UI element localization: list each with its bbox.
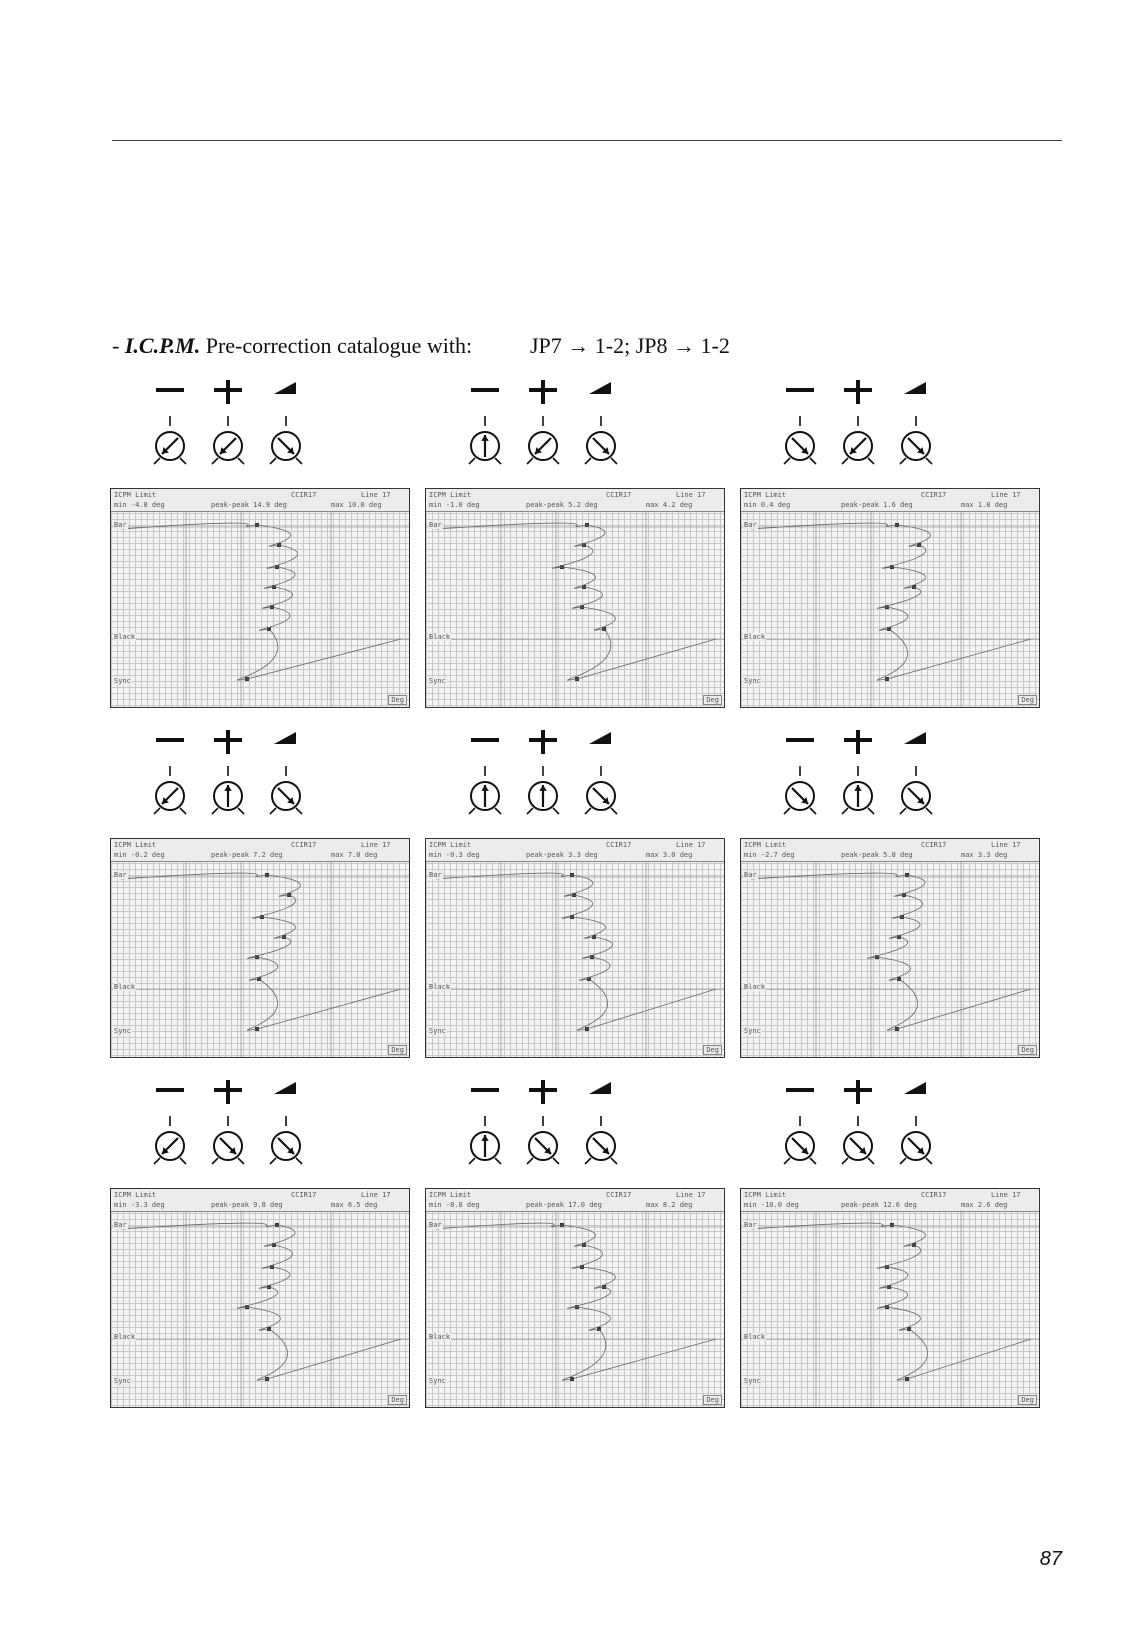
catalogue-panel (110, 1080, 410, 1404)
minus-icon (140, 1080, 200, 1188)
header-line: Line 17 (361, 841, 391, 849)
catalogue-heading (112, 333, 730, 359)
level-label-bottom: Sync (744, 1377, 761, 1385)
level-label-bottom: Sync (429, 1377, 446, 1385)
control-row (740, 380, 1040, 488)
screen-header (741, 489, 1039, 512)
icpm-screen (740, 488, 1040, 708)
catalogue-panel (740, 380, 1040, 704)
plus-icon (828, 380, 888, 488)
wedge-icon (886, 730, 946, 838)
level-label-bottom: Sync (429, 1027, 446, 1035)
control-row (425, 1080, 725, 1188)
header-ccir: CCIR17 (291, 491, 317, 499)
header-min: min -3.3 deg (114, 1201, 165, 1209)
header-max: max 10.0 deg (331, 501, 382, 509)
header-title: ICPM Limit (744, 1191, 787, 1199)
header-title: ICPM Limit (114, 1191, 157, 1199)
level-label-mid: Black (429, 983, 451, 991)
level-label-top: Bar (429, 871, 442, 879)
header-pp: peak-peak 9.8 deg (211, 1201, 283, 1209)
header-ccir: CCIR17 (291, 1191, 317, 1199)
control-row (425, 380, 725, 488)
header-ccir: CCIR17 (606, 1191, 632, 1199)
control-row (740, 1080, 1040, 1188)
screen-header (111, 839, 409, 862)
header-min: min -1.0 deg (429, 501, 480, 509)
minus-icon (455, 380, 515, 488)
unit-label: Deg (388, 1045, 407, 1055)
icpm-screen (110, 838, 410, 1058)
page-number: 87 (1039, 1548, 1062, 1570)
trace-line (436, 1223, 716, 1380)
level-label-mid: Black (114, 1333, 136, 1341)
trace-line (751, 523, 1031, 680)
header-pp: peak-peak 7.2 deg (211, 851, 283, 859)
header-pp: peak-peak 5.2 deg (526, 501, 598, 509)
level-label-bottom: Sync (114, 1377, 131, 1385)
header-max: max 7.0 deg (331, 851, 378, 859)
heading-text: Pre-correction catalogue with: (200, 333, 473, 358)
header-title: ICPM Limit (429, 491, 472, 499)
header-max: max 8.2 deg (646, 1201, 693, 1209)
level-label-mid: Black (744, 983, 766, 991)
plus-icon (513, 730, 573, 838)
header-min: min 0.4 deg (744, 501, 791, 509)
unit-label: Deg (1018, 1045, 1037, 1055)
screen-header (426, 839, 724, 862)
header-max: max 2.6 deg (961, 1201, 1008, 1209)
icpm-screen (425, 838, 725, 1058)
header-ccir: CCIR17 (291, 841, 317, 849)
minus-icon (455, 1080, 515, 1188)
minus-icon (770, 380, 830, 488)
header-line: Line 17 (361, 491, 391, 499)
icpm-screen (110, 488, 410, 708)
plus-icon (198, 380, 258, 488)
header-line: Line 17 (991, 491, 1021, 499)
trace-line (751, 873, 1031, 1030)
header-min: min -10.0 deg (744, 1201, 799, 1209)
header-line: Line 17 (361, 1191, 391, 1199)
header-max: max 4.2 deg (646, 501, 693, 509)
icpm-screen (740, 1188, 1040, 1408)
level-label-mid: Black (744, 1333, 766, 1341)
icpm-screen (425, 488, 725, 708)
header-line: Line 17 (991, 1191, 1021, 1199)
header-ccir: CCIR17 (921, 1191, 947, 1199)
plus-icon (198, 730, 258, 838)
icpm-screen (740, 838, 1040, 1058)
screen-header (111, 489, 409, 512)
wedge-icon (571, 1080, 631, 1188)
level-label-top: Bar (114, 1221, 127, 1229)
header-title: ICPM Limit (114, 491, 157, 499)
header-ccir: CCIR17 (606, 491, 632, 499)
header-max: max 3.0 deg (646, 851, 693, 859)
plus-icon (828, 1080, 888, 1188)
wedge-icon (256, 1080, 316, 1188)
minus-icon (770, 1080, 830, 1188)
header-pp: peak-peak 5.8 deg (841, 851, 913, 859)
trace-line (121, 873, 401, 1030)
wedge-icon (256, 380, 316, 488)
catalogue-panel (740, 730, 1040, 1054)
level-label-mid: Black (429, 1333, 451, 1341)
jumper-settings: JP7 → 1-2; JP8 → 1-2 (530, 333, 730, 358)
minus-icon (770, 730, 830, 838)
unit-label: Deg (388, 695, 407, 705)
icpm-screen (425, 1188, 725, 1408)
control-row (110, 380, 410, 488)
level-label-bottom: Sync (744, 677, 761, 685)
header-title: ICPM Limit (744, 841, 787, 849)
level-label-top: Bar (744, 1221, 757, 1229)
trace-line (751, 1223, 1031, 1380)
unit-label: Deg (1018, 695, 1037, 705)
screen-header (426, 1189, 724, 1212)
control-row (110, 1080, 410, 1188)
screen-header (111, 1189, 409, 1212)
heading-abbr: I.C.P.M. (124, 333, 201, 358)
level-label-top: Bar (429, 521, 442, 529)
header-min: min -8.8 deg (429, 1201, 480, 1209)
catalogue-panel (425, 380, 725, 704)
header-line: Line 17 (676, 1191, 706, 1199)
header-ccir: CCIR17 (921, 841, 947, 849)
catalogue-panel (110, 380, 410, 704)
level-label-top: Bar (114, 521, 127, 529)
level-label-top: Bar (429, 1221, 442, 1229)
wedge-icon (256, 730, 316, 838)
header-pp: peak-peak 3.3 deg (526, 851, 598, 859)
wedge-icon (886, 380, 946, 488)
header-max: max 3.3 deg (961, 851, 1008, 859)
header-title: ICPM Limit (429, 1191, 472, 1199)
header-min: min -0.3 deg (429, 851, 480, 859)
plus-icon (828, 730, 888, 838)
plus-icon (513, 380, 573, 488)
wedge-icon (571, 730, 631, 838)
screen-header (426, 489, 724, 512)
unit-label: Deg (703, 1395, 722, 1405)
screen-header (741, 1189, 1039, 1212)
catalogue-panel (740, 1080, 1040, 1404)
header-title: ICPM Limit (429, 841, 472, 849)
heading-prefix: - (112, 333, 125, 358)
header-line: Line 17 (676, 491, 706, 499)
screen-header (741, 839, 1039, 862)
control-row (110, 730, 410, 838)
header-ccir: CCIR17 (606, 841, 632, 849)
minus-icon (140, 380, 200, 488)
header-line: Line 17 (676, 841, 706, 849)
level-label-top: Bar (744, 871, 757, 879)
header-pp: peak-peak 12.6 deg (841, 1201, 917, 1209)
wedge-icon (886, 1080, 946, 1188)
top-rule (112, 140, 1062, 141)
header-ccir: CCIR17 (921, 491, 947, 499)
header-min: min -2.7 deg (744, 851, 795, 859)
minus-icon (455, 730, 515, 838)
header-pp: peak-peak 14.9 deg (211, 501, 287, 509)
catalogue-panel (110, 730, 410, 1054)
level-label-bottom: Sync (429, 677, 446, 685)
unit-label: Deg (703, 695, 722, 705)
level-label-mid: Black (114, 983, 136, 991)
level-label-bottom: Sync (744, 1027, 761, 1035)
icpm-screen (110, 1188, 410, 1408)
catalogue-panel (425, 1080, 725, 1404)
unit-label: Deg (388, 1395, 407, 1405)
control-row (740, 730, 1040, 838)
trace-line (121, 1223, 401, 1380)
header-max: max 1.8 deg (961, 501, 1008, 509)
level-label-top: Bar (744, 521, 757, 529)
trace-line (436, 523, 716, 680)
header-line: Line 17 (991, 841, 1021, 849)
header-title: ICPM Limit (744, 491, 787, 499)
catalogue-panel (425, 730, 725, 1054)
trace-line (121, 523, 401, 680)
unit-label: Deg (703, 1045, 722, 1055)
header-max: max 6.5 deg (331, 1201, 378, 1209)
header-pp: peak-peak 17.0 deg (526, 1201, 602, 1209)
header-title: ICPM Limit (114, 841, 157, 849)
minus-icon (140, 730, 200, 838)
level-label-bottom: Sync (114, 677, 131, 685)
level-label-mid: Black (429, 633, 451, 641)
level-label-top: Bar (114, 871, 127, 879)
unit-label: Deg (1018, 1395, 1037, 1405)
level-label-mid: Black (744, 633, 766, 641)
plus-icon (513, 1080, 573, 1188)
wedge-icon (571, 380, 631, 488)
header-min: min -0.2 deg (114, 851, 165, 859)
header-pp: peak-peak 1.6 deg (841, 501, 913, 509)
level-label-mid: Black (114, 633, 136, 641)
plus-icon (198, 1080, 258, 1188)
level-label-bottom: Sync (114, 1027, 131, 1035)
control-row (425, 730, 725, 838)
header-min: min -4.8 deg (114, 501, 165, 509)
